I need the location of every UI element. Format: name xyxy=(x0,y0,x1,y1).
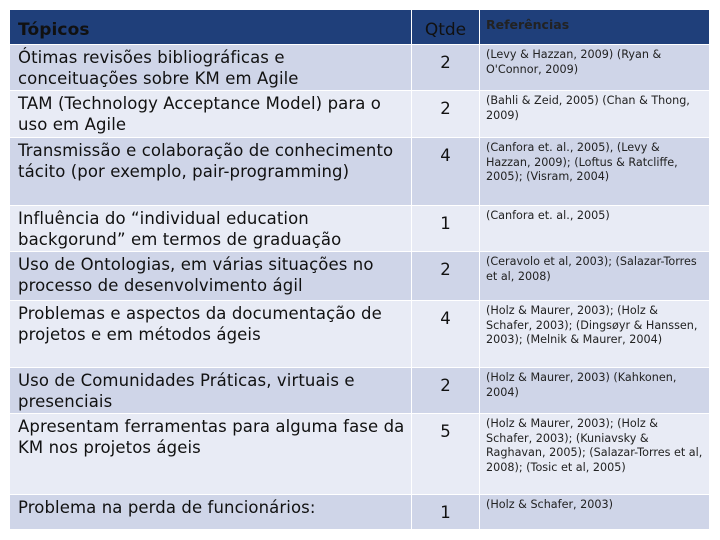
row-2-qty: 2 xyxy=(412,91,480,138)
row-9-qty: 1 xyxy=(412,495,480,530)
row-3-refs: (Canfora et. al., 2005), (Levy & Hazzan, 2009); (Loftus & Ratcliffe, 2005); (Visram, 2004) xyxy=(480,138,710,206)
header-refs: Referências xyxy=(480,10,710,45)
header-qty: Qtde xyxy=(412,10,480,45)
row-6-topic: Problemas e aspectos da documentação de projetos e em métodos ágeis xyxy=(10,301,412,368)
row-6-qty: 4 xyxy=(412,301,480,368)
row-4-topic: Influência do “individual education backgorund” em termos de graduação xyxy=(10,206,412,252)
row-5-topic: Uso de Ontologias, em várias situações no processo de desenvolvimento ágil xyxy=(10,252,412,301)
row-2-refs: (Bahli & Zeid, 2005) (Chan & Thong, 2009) xyxy=(480,91,710,138)
row-3-qty: 4 xyxy=(412,138,480,206)
row-1-topic: Ótimas revisões bibliográficas e conceituações sobre KM em Agile xyxy=(10,45,412,91)
row-1-refs: (Levy & Hazzan, 2009) (Ryan & O'Connor, 2009) xyxy=(480,45,710,91)
topics-table xyxy=(10,10,710,530)
row-5-refs: (Ceravolo et al, 2003); (Salazar-Torres et al, 2008) xyxy=(480,252,710,301)
header-topics: Tópicos xyxy=(10,10,412,45)
row-8-topic: Apresentam ferramentas para alguma fase da KM nos projetos ágeis xyxy=(10,414,412,495)
row-7-topic: Uso de Comunidades Práticas, virtuais e presenciais xyxy=(10,368,412,414)
row-2-topic: TAM (Technology Acceptance Model) para o uso em Agile xyxy=(10,91,412,138)
row-6-refs: (Holz & Maurer, 2003); (Holz & Schafer, 2003); (Dingsøyr & Hanssen, 2003); (Melnik & Maurer, 2004) xyxy=(480,301,710,368)
row-4-refs: (Canfora et. al., 2005) xyxy=(480,206,710,252)
row-8-qty: 5 xyxy=(412,414,480,495)
row-7-refs: (Holz & Maurer, 2003) (Kahkonen, 2004) xyxy=(480,368,710,414)
row-4-qty: 1 xyxy=(412,206,480,252)
row-1-qty: 2 xyxy=(412,45,480,91)
row-9-topic: Problema na perda de funcionários: xyxy=(10,495,412,530)
row-8-refs: (Holz & Maurer, 2003); (Holz & Schafer, 2003); (Kuniavsky & Raghavan, 2005); (Salazar-Torres et al, 2008); (Tosic et al, 2005) xyxy=(480,414,710,495)
row-9-refs: (Holz & Schafer, 2003) xyxy=(480,495,710,530)
row-7-qty: 2 xyxy=(412,368,480,414)
row-3-topic: Transmissão e colaboração de conhecimento tácito (por exemplo, pair-programming) xyxy=(10,138,412,206)
row-5-qty: 2 xyxy=(412,252,480,301)
